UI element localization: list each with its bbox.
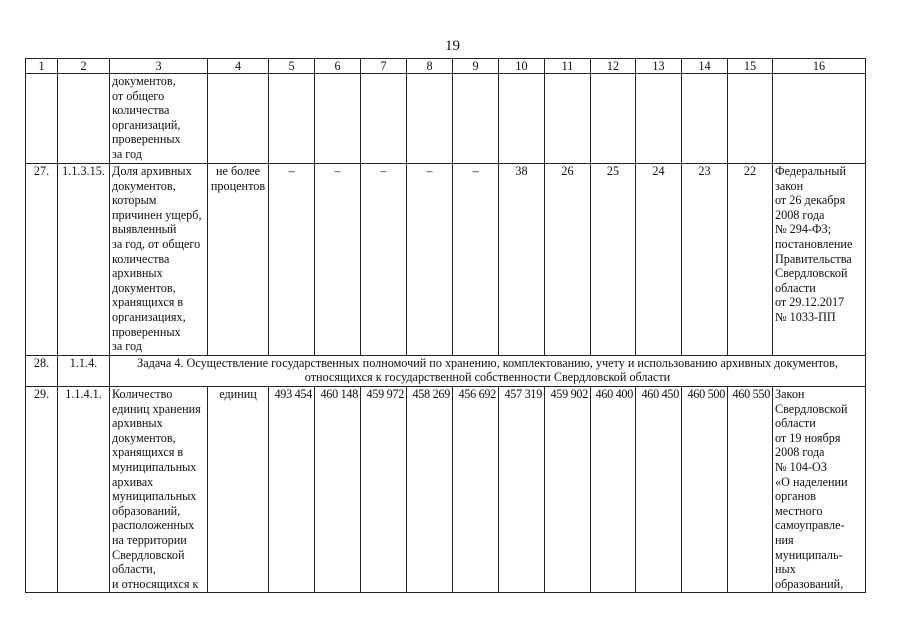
table-row <box>26 74 866 164</box>
value-cell: 460 148 <box>315 387 361 593</box>
value-cell: – <box>361 164 407 356</box>
indicator-name: документов, от общего количества организаций, проверенных за год <box>110 74 208 164</box>
header-cell: 13 <box>636 59 682 74</box>
value-cell: 25 <box>591 164 636 356</box>
value-cell: – <box>453 164 499 356</box>
table-row <box>26 387 866 593</box>
header-cell: 14 <box>682 59 728 74</box>
value-cell: 460 400 <box>591 387 636 593</box>
value-cell: – <box>315 164 361 356</box>
table-row <box>26 356 866 387</box>
header-cell: 11 <box>545 59 591 74</box>
row-code: 1.1.4.1. <box>58 387 110 593</box>
header-cell: 4 <box>208 59 269 74</box>
value-cell: 456 692 <box>453 387 499 593</box>
task-title: Задача 4. Осуществление государственных полномочий по хранению, комплектованию, учету и использованию архивных документов, относящихся к государственной собственности Свердловской области <box>110 356 866 387</box>
row-number: 27. <box>26 164 58 356</box>
value-cell: 459 902 <box>545 387 591 593</box>
header-cell: 9 <box>453 59 499 74</box>
header-cell: 10 <box>499 59 545 74</box>
table-row <box>26 164 866 356</box>
header-cell: 8 <box>407 59 453 74</box>
unit: единиц <box>208 387 269 593</box>
header-cell: 16 <box>773 59 866 74</box>
value-cell: 460 550 <box>728 387 773 593</box>
legal-source: Закон Свердловской области от 19 ноября 2008 года № 104-ОЗ «О наделении органов местного самоуправле- ния муниципаль- ных образований, <box>773 387 866 593</box>
indicators-table <box>25 58 866 593</box>
value-cell: 458 269 <box>407 387 453 593</box>
value-cell: 457 319 <box>499 387 545 593</box>
page-number: 19 <box>445 38 460 54</box>
header-cell: 5 <box>269 59 315 74</box>
header-cell: 12 <box>591 59 636 74</box>
header-cell: 1 <box>26 59 58 74</box>
value-cell: 460 450 <box>636 387 682 593</box>
value-cell: 26 <box>545 164 591 356</box>
value-cell: – <box>269 164 315 356</box>
value-cell: 22 <box>728 164 773 356</box>
row-code: 1.1.3.15. <box>58 164 110 356</box>
row-number: 29. <box>26 387 58 593</box>
header-cell: 3 <box>110 59 208 74</box>
value-cell: 459 972 <box>361 387 407 593</box>
value-cell: 24 <box>636 164 682 356</box>
value-cell: 38 <box>499 164 545 356</box>
value-cell: – <box>407 164 453 356</box>
header-cell: 15 <box>728 59 773 74</box>
header-cell: 2 <box>58 59 110 74</box>
value-cell: 23 <box>682 164 728 356</box>
unit: не более процентов <box>208 164 269 356</box>
value-cell: 460 500 <box>682 387 728 593</box>
row-code: 1.1.4. <box>58 356 110 387</box>
header-cell: 6 <box>315 59 361 74</box>
legal-source: Федеральный закон от 26 декабря 2008 года № 294-ФЗ; постановление Правительства Свердловской области от 29.12.2017 № 1033-ПП <box>773 164 866 356</box>
row-number: 28. <box>26 356 58 387</box>
value-cell: 493 454 <box>269 387 315 593</box>
indicator-name: Количество единиц хранения архивных документов, хранящихся в муниципальных архивах муниципальных образований, расположенных на территории Свердловской области, и относящихся к <box>110 387 208 593</box>
header-row <box>26 59 866 74</box>
header-cell: 7 <box>361 59 407 74</box>
indicator-name: Доля архивных документов, которым причинен ущерб, выявленный за год, от общего количества архивных документов, хранящихся в организациях, проверенных за год <box>110 164 208 356</box>
